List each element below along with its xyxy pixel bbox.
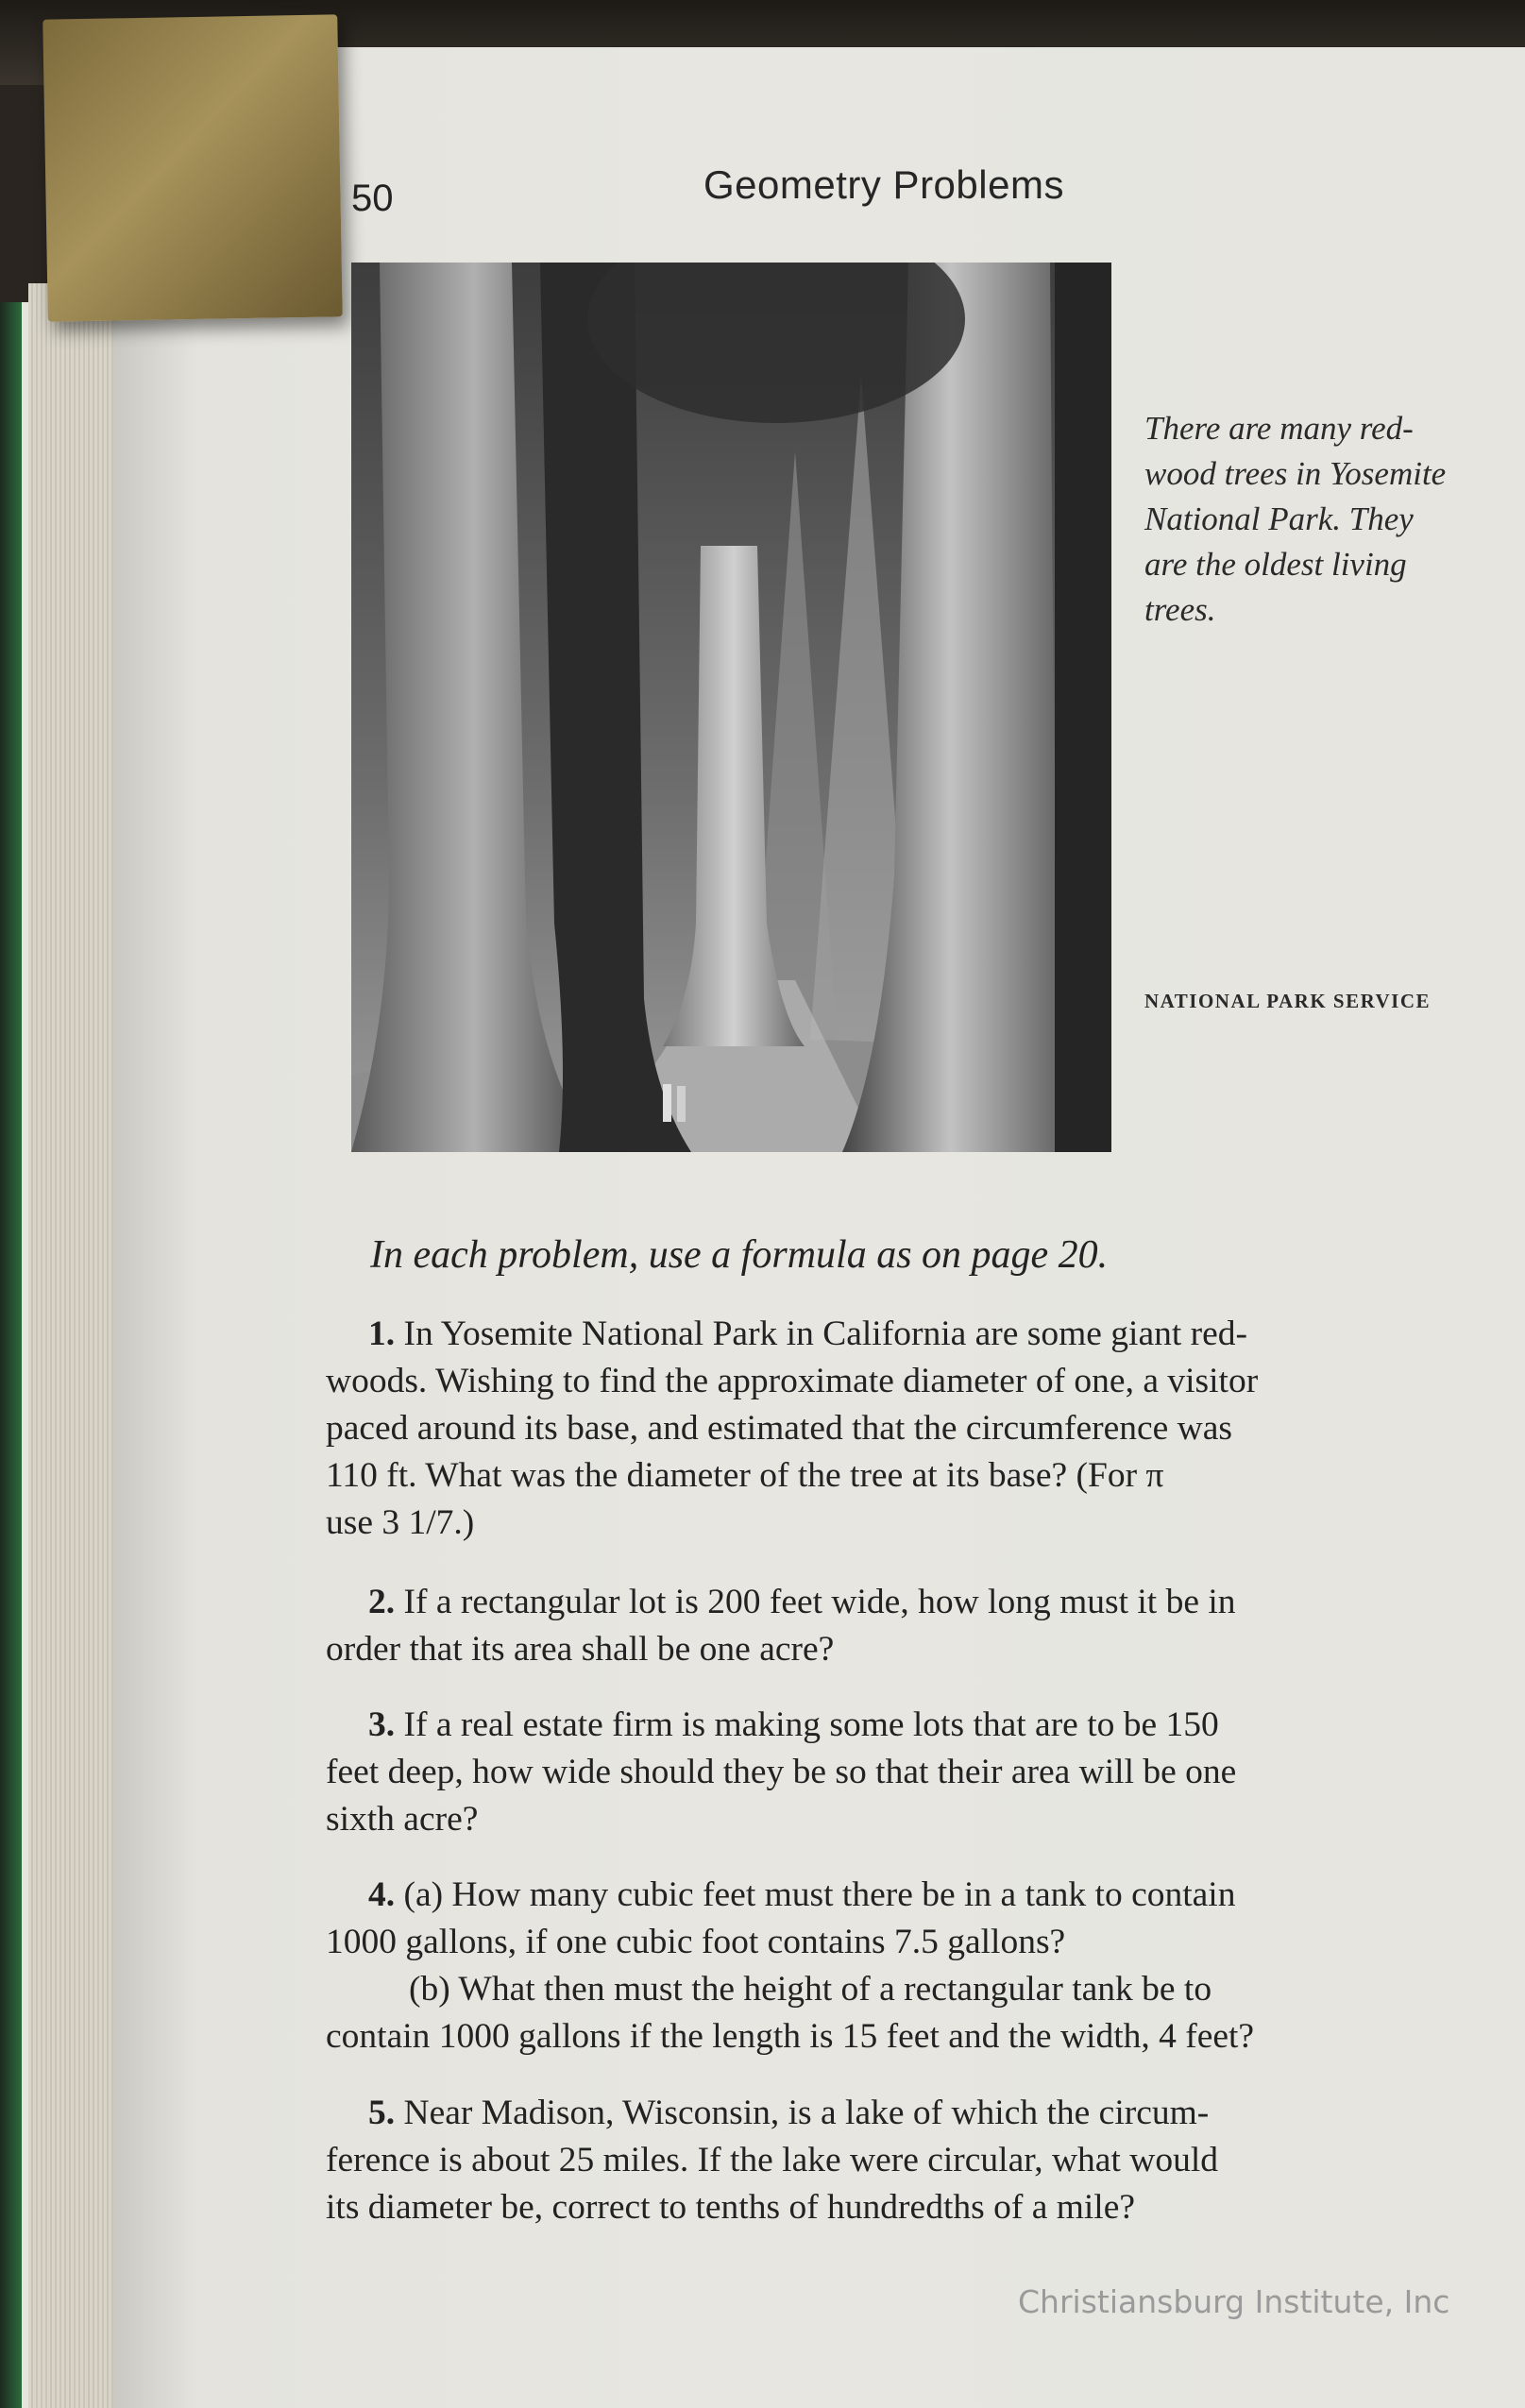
- problem-text: If a real estate firm is making some lots that are to be 150: [403, 1705, 1219, 1744]
- problem-number: 3.: [368, 1705, 396, 1744]
- problem-line: contain 1000 gallons if the length is 15 feet and the width, 4 feet?: [326, 2017, 1255, 2056]
- problem-line: use 3 1/7.): [326, 1503, 475, 1542]
- problem-4: [326, 1872, 1449, 2060]
- problem-line: its diameter be, correct to tenths of hundredths of a mile?: [326, 2188, 1136, 2227]
- redwood-photo: [351, 263, 1111, 1152]
- problem-text: In Yosemite National Park in California are some giant red-: [403, 1314, 1248, 1353]
- problem-number: 2.: [368, 1583, 396, 1621]
- problem-line: ference is about 25 miles. If the lake were circular, what would: [326, 2141, 1218, 2179]
- problem-2: [326, 1579, 1449, 1673]
- caption-line: There are many red-: [1144, 410, 1414, 447]
- problem-number: 4.: [368, 1875, 396, 1914]
- book-clip: [42, 14, 343, 321]
- redwood-photo-drawing: [351, 263, 1111, 1152]
- problem-line: [326, 1311, 1449, 1358]
- problem-line: (b) What then must the height of a rectangular tank be to: [409, 1970, 1212, 2009]
- problem-1: [326, 1311, 1449, 1547]
- caption-line: trees.: [1144, 591, 1216, 628]
- photo-credit: NATIONAL PARK SERVICE: [1144, 990, 1432, 1012]
- watermark: Christiansburg Institute, Inc: [1018, 2283, 1450, 2320]
- instruction-text: In each problem, use a formula as on page 20.: [370, 1233, 1109, 1277]
- problem-text: If a rectangular lot is 200 feet wide, how long must it be in: [403, 1583, 1236, 1621]
- problem-line: [326, 1702, 1449, 1749]
- problem-line: [326, 1872, 1449, 1919]
- problem-number: 1.: [368, 1314, 396, 1353]
- caption-line: National Park. They: [1144, 500, 1414, 537]
- problem-line: paced around its base, and estimated that the circumference was: [326, 1409, 1233, 1448]
- problem-line: sixth acre?: [326, 1800, 479, 1839]
- page-number: 50: [351, 178, 394, 219]
- problem-line: woods. Wishing to find the approximate diameter of one, a visitor: [326, 1362, 1259, 1400]
- photo-caption: [1144, 406, 1475, 633]
- problem-line: 1000 gallons, if one cubic foot contains 7.5 gallons?: [326, 1923, 1066, 1961]
- problem-3: [326, 1702, 1449, 1843]
- problem-5: [326, 2090, 1449, 2231]
- caption-line: wood trees in Yosemite: [1144, 455, 1447, 492]
- problem-line: feet deep, how wide should they be so that their area will be one: [326, 1753, 1237, 1791]
- problem-line: 110 ft. What was the diameter of the tree at its base? (For π: [326, 1456, 1164, 1495]
- problem-line: [326, 2090, 1449, 2137]
- problem-line: order that its area shall be one acre?: [326, 1630, 835, 1669]
- problem-text: (a) How many cubic feet must there be in a tank to contain: [403, 1875, 1236, 1914]
- running-head: Geometry Problems: [703, 162, 1064, 207]
- problem-number: 5.: [368, 2094, 396, 2132]
- problem-text: Near Madison, Wisconsin, is a lake of which the circum-: [403, 2094, 1210, 2132]
- caption-line: are the oldest living: [1144, 546, 1407, 583]
- problem-line: [326, 1579, 1449, 1626]
